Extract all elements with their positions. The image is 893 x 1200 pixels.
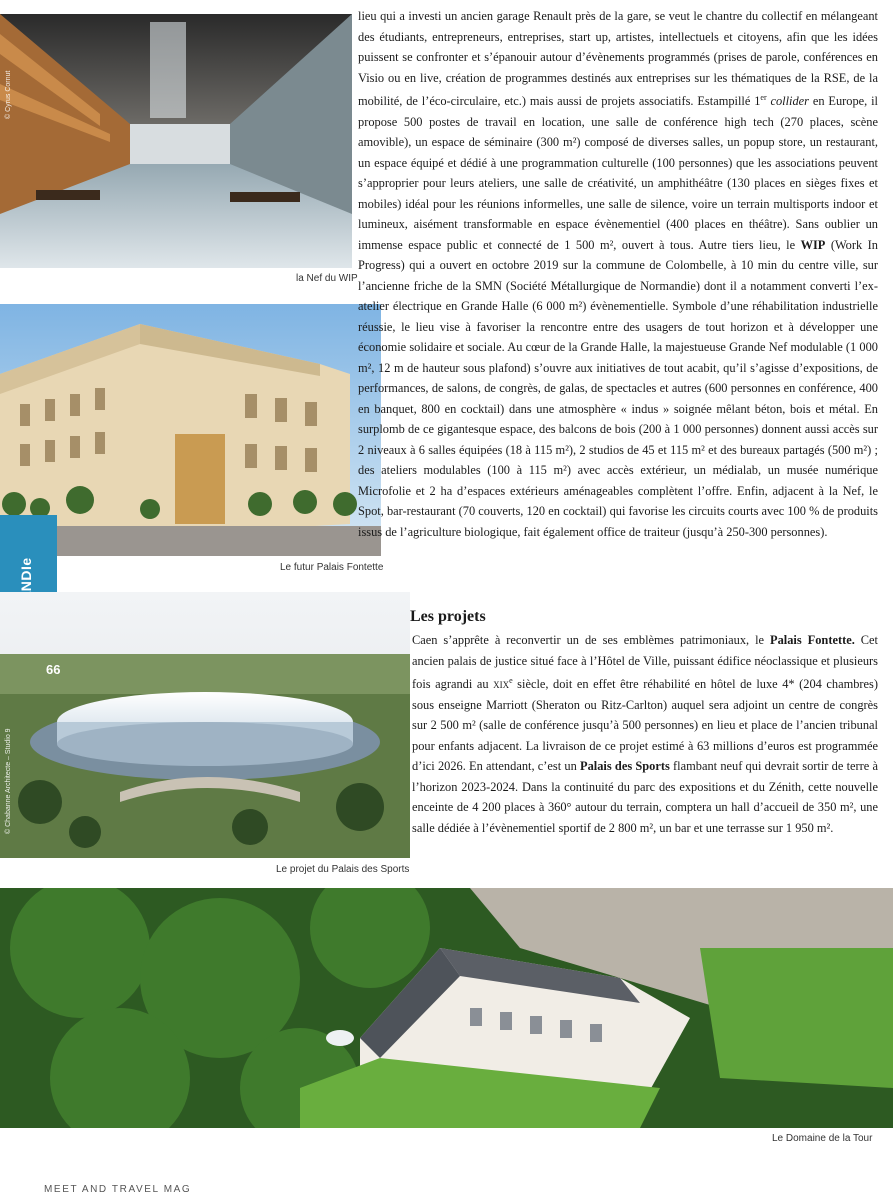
fontette-photo <box>0 304 381 556</box>
wip-photo-credit: © Cyrus Cornut <box>5 70 12 119</box>
article-paragraph-projets <box>412 630 878 838</box>
sports-photo-caption: Le projet du Palais des Sports <box>276 864 410 875</box>
wip-photo-art <box>0 14 352 268</box>
domaine-photo-caption: Le Domaine de la Tour <box>772 1133 873 1144</box>
section-title: Les projets <box>410 608 486 625</box>
article-paragraph-projets-text: Caen s’apprête à reconvertir un de ses emblèmes patrimoniaux, le Palais Fontette. Cet ancien palais de justice situé face à l’Hôtel de Ville, puissant édifice néoclassique et plusieurs fois agrandi au xix$^e$ siècle, doit en effet être réhabilité en hôtel de luxe 4* (204 chambres) sous enseigne Marriott (Sheraton ou Ritz-Carlton) auquel sera adjoint un centre de congrès sur 2 500 m² (salle de conférence jusqu’à 500 personnes) en lieu et place de l’ancien tribunal pour enfants adjacent. La livraison de ce projet estimé à 63 millions d’euros est programmée d’ici 2026. En attendant, c’est un Palais des Sports flambant neuf qui devrait sortir de terre à l’horizon 2023-2024. Dans la continuité du parc des expositions et du Zénith, cette nouvelle enceinte de 4 200 places à 360° autour du terrain, comptera un hall d’accueil de 350 m², une salle dédiée à l’évènementiel sportif de 2 800 m², un bar et une terrasse sur 1 950 m². <box>412 633 878 835</box>
sports-photo-art <box>0 592 410 858</box>
fontette-photo-caption: Le futur Palais Fontette <box>280 562 384 573</box>
wip-photo <box>0 14 352 268</box>
sports-photo-credit: © Chabanne Architecte – Studio 9 <box>5 728 12 834</box>
domaine-photo <box>0 888 893 1128</box>
magazine-footer: MEET AND TRAVEL MAG <box>44 1184 192 1195</box>
domaine-photo-art <box>0 888 893 1128</box>
page-number: 66 <box>46 662 61 677</box>
article-paragraph-wip <box>358 6 878 542</box>
sports-photo <box>0 592 410 858</box>
fontette-photo-art <box>0 304 381 556</box>
article-paragraph-wip-text: lieu qui a investi un ancien garage Renault près de la gare, se veut le chantre du collectif en mélangeant des étudiants, entrepreneurs, entreprises, start up, artistes, intellectuels et citoyens, afin que les idées puissent se confronter et s’épanouir autour d’évènements programmés (prises de parole, conférences en Visio ou en live, création de programmes destinés aux entreprises sur les thématiques de la RSE, de la mobilité, de l’éco-circulaire, etc.) mais aussi de projets associatifs. Estampillé 1er collider en Europe, il propose 500 postes de travail en location, une salle de conférence high tech (270 places, scène amovible), un espace de séminaire (300 m²) composé de diverses salles, un popup store, un restaurant, un espace équipé et dédié à une programmation culturelle (100 personnes) que les associations peuvent s’approprier pour leurs ateliers, une salle de créativité, un amphithéâtre (130 places en sièges fixes et mobiles) idéal pour les réunions informelles, une salle de silence, voire un terrain multisports indoor et lumineux, aisément transformable en espace évènementiel (400 places en théâtre). Sans oublier un immense espace public et connecté de 1 500 m², ouvert à tous. Autre tiers lieu, le WIP (Work In Progress) qui a ouvert en octobre 2019 sur la commune de Colombelle, à 10 min du centre ville, sur l’ancienne friche de la SMN (Société Métallurgique de Normandie) dont il a notamment converti l’ex-atelier électrique en Grande Halle (6 000 m²) évènementielle. Symbole d’une réhabilitation industrielle réussie, le lieu vise à favoriser la rencontre entre des usagers de tout horizon et à développer une économie solidaire et sociale. Au cœur de la Grande Halle, la majestueuse Grande Nef modulable (1 000 m², 12 m de hauteur sous plafond) s’ouvre aux initiatives de tout acabit, qu’il s’agisse d’expositions, de performances, de salons, de congrès, de galas, de spectacles et autres (600 personnes en conférence, 400 en banquet, 800 en cocktail) dans une atmosphère « indus » soignée mêlant béton, bois et métal. En surplomb de ce gigantesque espace, des balcons de bois (200 à 1 000 personnes) donnent aussi accès sur 2 niveaux à 6 salles équipées (18 à 115 m²), 2 studios de 45 et 115 m² et des bureaux partagés (500 m²) ; des ateliers modulables (100 à 115 m²) avec accès extérieur, un médialab, un musée numérique Microfolie et 2 ha d’espaces extérieurs aménageables complètent l’offre. Enfin, adjacent à la Nef, le Spot, bar-restaurant (70 couverts, 120 en cocktail) qui favorise les circuits courts avec 100 % de produits issus de l’agriculture biologique, fait également office de traiteur (jusqu’à 250-300 personnes). <box>358 9 878 539</box>
wip-photo-caption: la Nef du WIP <box>296 273 358 284</box>
